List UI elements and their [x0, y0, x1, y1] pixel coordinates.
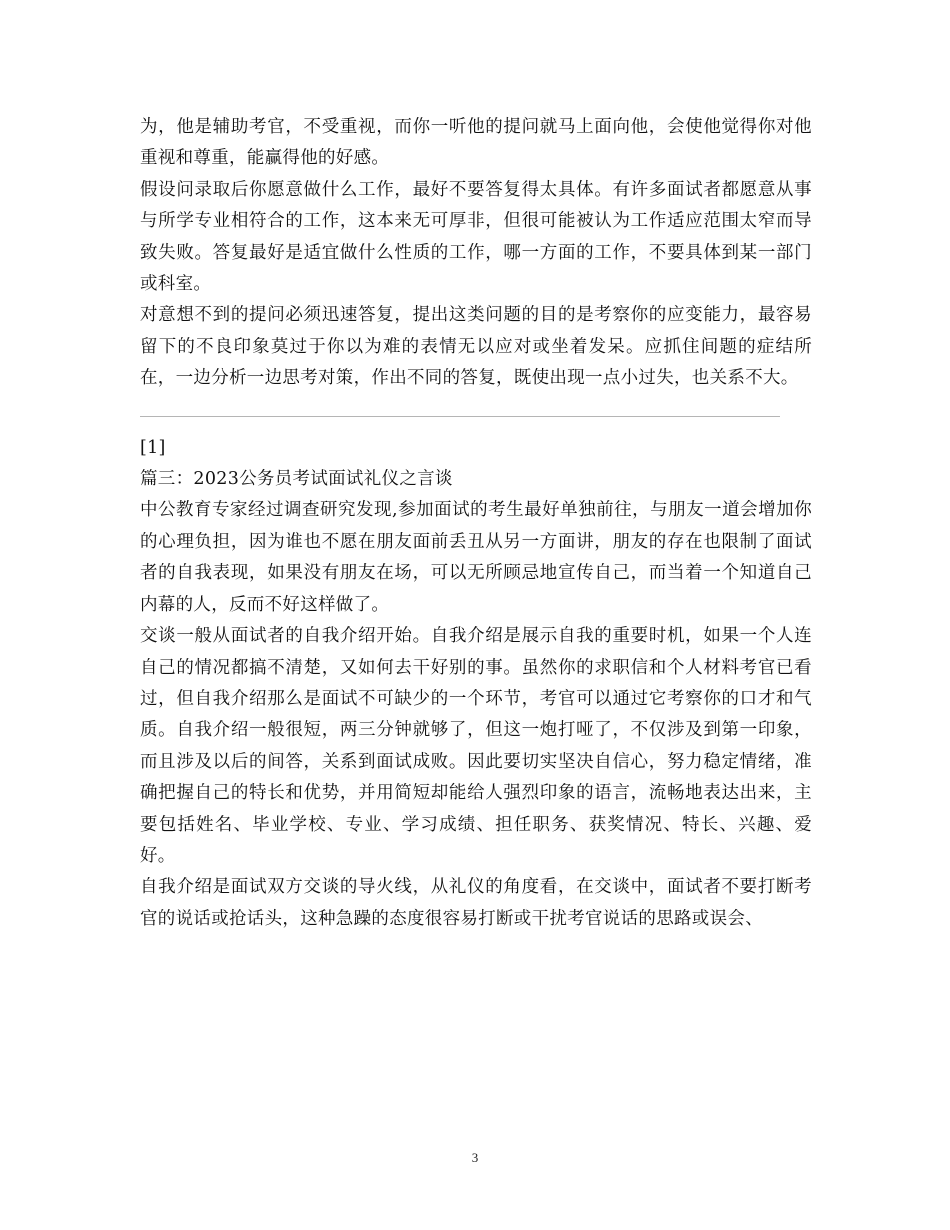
paragraph: 假设问录取后你愿意做什么工作，最好不要答复得太具体。有许多面试者都愿意从事与所学专业相符合的工作，这本来无可厚非，但很可能被认为工作适应范围太窄而导致失败。答复最好是适宜做什么性质的工作，哪一方面的工作，不要具体到某一部门或科室。	[140, 179, 812, 295]
paragraph: 交谈一般从面试者的自我介绍开始。自我介绍是展示自我的重要时机，如果一个人连自己的情况都搞不清楚，又如何去干好别的事。虽然你的求职信和个人材料考官已看过，但自我介绍那么是面试不可缺少的一个环节，考官可以通过它考察你的口才和气质。自我介绍一般很短，两三分钟就够了，但这一炮打哑了，不仅涉及到第一印象，而且涉及以后的间答，关系到面试成败。因此要切实坚决自信心，努力稳定情绪，准确把握自己的特长和优势，并用简短却能给人强烈印象的语言，流畅地表达出来，主要包括姓名、毕业学校、专业、学习成绩、担任职务、获奖情况、特长、兴趣、爱好。	[140, 626, 812, 866]
paragraph: 为，他是辅助考官，不受重视，而你一听他的提问就马上面向他，会使他觉得你对他重视和尊重，能赢得他的好感。	[140, 117, 812, 169]
document-body	[140, 112, 812, 935]
paragraph: 对意想不到的提问必须迅速答复，提出这类问题的目的是考察你的应变能力，最容易留下的不良印象莫过于你以为难的表情无以应对或坐着发呆。应抓住间题的症结所在，一边分析一边思考对策，作出不同的答复，既使出现一点小过失，也关系不大。	[140, 305, 812, 389]
paragraph: 中公教育专家经过调查研究发现,参加面试的考生最好单独前往，与朋友一道会增加你的心理负担，因为谁也不愿在朋友面前丢丑从另一方面讲，朋友的存在也限制了面试者的自我表现，如果没有朋友在场，可以无所顾忌地宣传自己，而当着一个知道自己内幕的人，反而不好这样做了。	[140, 500, 812, 615]
paragraph: 自我介绍是面试双方交谈的导火线，从礼仪的角度看，在交谈中，面试者不要打断考官的说话或抢话头，这种急躁的态度很容易打断或干扰考官说话的思路或误会、	[140, 877, 812, 929]
footnote-reference: [1]	[140, 437, 166, 458]
section-title: 篇三：2023公务员考试面试礼仪之言谈	[140, 469, 453, 490]
footnote-divider	[140, 416, 780, 417]
page-number: 3	[471, 1150, 479, 1165]
